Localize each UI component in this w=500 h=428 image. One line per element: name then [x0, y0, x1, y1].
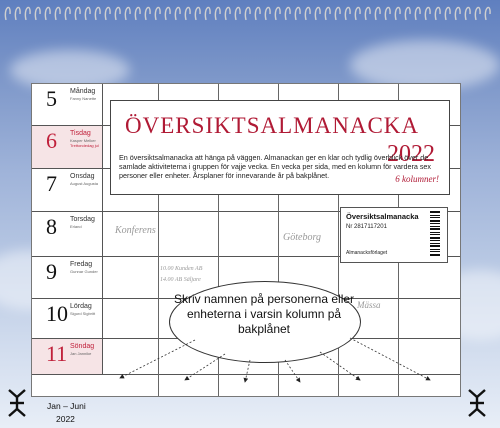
almanacksforlaget-logo-icon — [466, 387, 488, 419]
spiral-loop — [85, 7, 90, 20]
spiral-loop — [205, 7, 210, 20]
spiral-loop — [355, 7, 360, 20]
day-number: 8 — [46, 214, 57, 239]
product-description: En översiktsalmanacka att hänga på väggen. Almanackan ger en klar och tydlig överblick över de samlade aktiviteterna i gruppen för vajje vecka. En vecka per sida, med en kolumn för vardera sex personer eller enheter. Årsplaner för innevarande år på bakplånet. — [119, 153, 432, 180]
name-day: Erland — [70, 224, 82, 229]
barcode-bar — [430, 232, 440, 233]
almanacksforlaget-logo-icon — [6, 387, 28, 419]
name-day: Kasper Melker — [70, 138, 96, 143]
title-box — [110, 100, 450, 195]
spiral-loop — [305, 7, 310, 20]
day-number: 7 — [46, 171, 57, 196]
columns-note: 6 kolumner! — [395, 174, 439, 184]
spiral-loop — [345, 7, 350, 20]
spiral-loop — [215, 7, 220, 20]
spiral-loop — [195, 7, 200, 20]
day-number: 11 — [46, 341, 68, 366]
spiral-loop — [185, 7, 190, 20]
day-cell — [32, 339, 103, 374]
entry-massa: Mässa — [357, 300, 381, 310]
name-day: Jan Jannike — [70, 351, 92, 356]
spiral-loop — [225, 7, 230, 20]
entry-konferens: Konferens — [115, 225, 156, 236]
day-number: 5 — [46, 86, 57, 111]
spiral-loop — [415, 7, 420, 20]
spiral-loop — [395, 7, 400, 20]
day-cell — [32, 126, 103, 168]
barcode-bar — [430, 251, 440, 252]
barcode-bar — [430, 237, 440, 239]
spiral-loop — [295, 7, 300, 20]
barcode-bar — [430, 243, 440, 244]
spiral-loop — [275, 7, 280, 20]
spiral-loop — [165, 7, 170, 20]
spiral-loop — [125, 7, 130, 20]
spiral-binding — [0, 0, 500, 22]
spiral-loop — [375, 7, 380, 20]
spiral-loop — [15, 7, 20, 20]
day-number: 9 — [46, 259, 57, 284]
day-name: Torsdag — [70, 216, 95, 223]
day-cell — [32, 84, 103, 125]
day-name: Lördag — [70, 303, 92, 310]
spiral-loop — [435, 7, 440, 20]
spiral-loop — [445, 7, 450, 20]
barcode-bar — [430, 220, 440, 222]
spiral-loop — [25, 7, 30, 20]
spiral-loop — [365, 7, 370, 20]
entry-saljare: 14.00 AB Säljare — [160, 277, 201, 283]
entry-goteborg: Göteborg — [283, 232, 321, 243]
spiral-loop — [475, 7, 480, 20]
spiral-loop — [175, 7, 180, 20]
spiral-loop — [155, 7, 160, 20]
spiral-loop — [325, 7, 330, 20]
spiral-loop — [425, 7, 430, 20]
day-name: Tisdag — [70, 130, 91, 137]
spiral-loop — [265, 7, 270, 20]
barcode-bar — [430, 254, 440, 256]
spiral-loop — [255, 7, 260, 20]
day-cell — [32, 299, 103, 338]
spiral-loop — [235, 7, 240, 20]
period-label: Jan – Juni — [47, 401, 86, 411]
barcode-bar — [430, 234, 440, 235]
spiral-loop — [315, 7, 320, 20]
spiral-loop — [5, 7, 10, 20]
spiral-loop — [455, 7, 460, 20]
barcode-bar — [430, 228, 440, 230]
barcode-bar — [430, 240, 440, 241]
period-year: 2022 — [56, 414, 75, 424]
day-cell — [32, 169, 103, 211]
spiral-loop — [465, 7, 470, 20]
barcode-bar — [430, 223, 440, 224]
day-name: Fredag — [70, 261, 93, 268]
spiral-loop — [105, 7, 110, 20]
spiral-loop — [335, 7, 340, 20]
barcode-bar — [430, 211, 440, 213]
barcode-bar — [430, 217, 440, 218]
spiral-loop — [35, 7, 40, 20]
name-day: Gunnar Gunder — [70, 269, 98, 274]
spiral-loop — [385, 7, 390, 20]
barcode-number: Nr 2817117201 — [346, 224, 387, 230]
spiral-loop — [55, 7, 60, 20]
barcode-bar — [430, 249, 440, 250]
barcode-bar — [430, 245, 440, 247]
spiral-loop — [45, 7, 50, 20]
spiral-loop — [115, 7, 120, 20]
day-cell — [32, 257, 103, 298]
barcode-bar — [430, 215, 440, 216]
product-year: 2022 — [387, 141, 435, 167]
spiral-loop — [65, 7, 70, 20]
spiral-loop — [75, 7, 80, 20]
barcode-bar — [430, 226, 440, 227]
entry-kunden: 10.00 Kunden AB — [160, 266, 203, 272]
product-title: ÖVERSIKTSALMANACKA — [125, 113, 420, 138]
day-number: 10 — [46, 301, 68, 326]
barcode-publisher: Almanacksförlaget — [346, 250, 388, 256]
day-name: Onsdag — [70, 173, 95, 180]
bubble-text: Skriv namnen på personerna eller enheterna i varsin kolumn på bakplånet — [173, 292, 355, 336]
spiral-loop — [145, 7, 150, 20]
name-day: Fanny Nanette — [70, 96, 97, 101]
day-name: Söndag — [70, 343, 95, 350]
holiday-name: Trettondedag jul — [70, 143, 99, 148]
day-cell — [32, 212, 103, 256]
day-number: 6 — [46, 128, 57, 153]
day-name: Måndag — [70, 88, 96, 95]
barcode-label — [340, 207, 448, 263]
spiral-loop — [405, 7, 410, 20]
spiral-loop — [245, 7, 250, 20]
spiral-loop — [135, 7, 140, 20]
spiral-loop — [485, 7, 490, 20]
name-day: Sigurd Sigbritt — [70, 311, 96, 316]
barcode-title: Översiktsalmanacka — [346, 212, 419, 221]
name-day: August Augusta — [70, 181, 99, 186]
spiral-loop — [285, 7, 290, 20]
barcode-bars — [430, 211, 444, 259]
spiral-loop — [95, 7, 100, 20]
